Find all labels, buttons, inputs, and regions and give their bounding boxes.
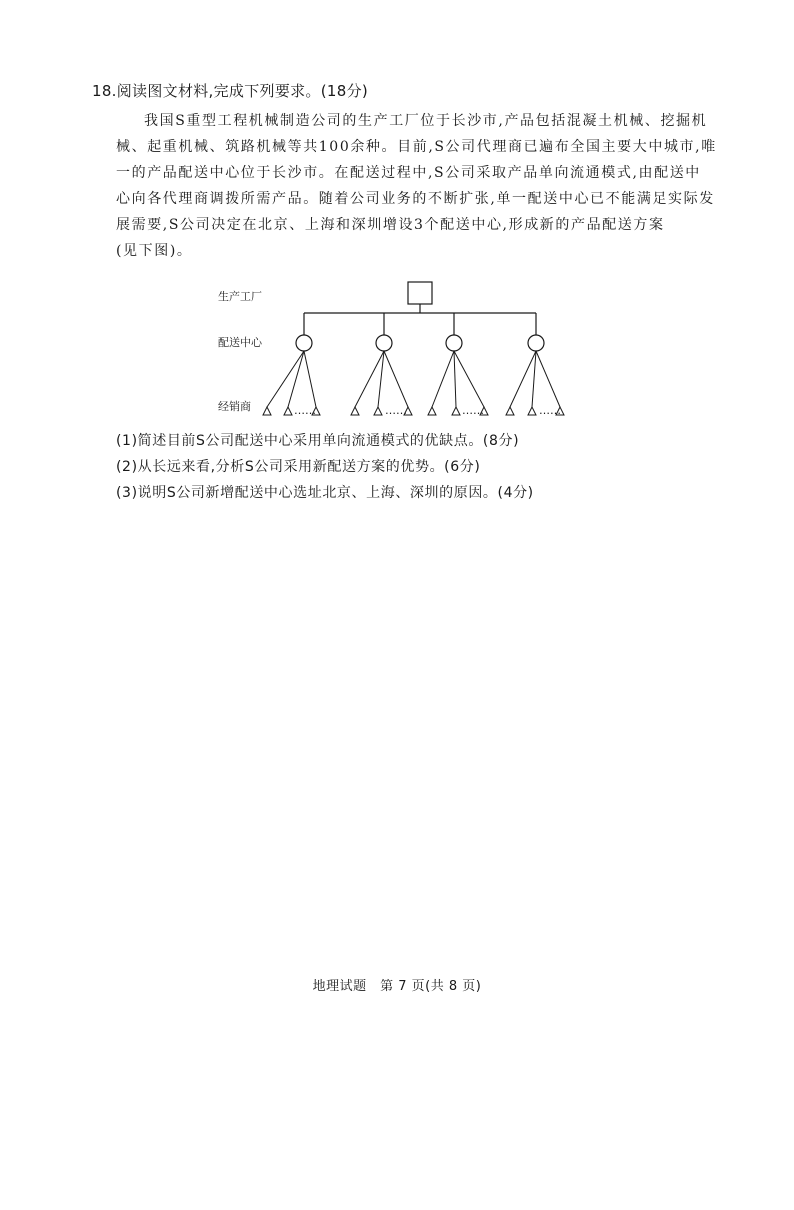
paragraph-line: (见下图)。 <box>116 243 193 259</box>
sub-question: (3)说明S公司新增配送中心选址北京、上海、深圳的原因。(4分) <box>116 485 534 501</box>
branch-line <box>454 351 456 407</box>
center-circle <box>296 335 312 351</box>
page-footer: 地理试题 第 7 页(共 8 页) <box>312 979 482 994</box>
paragraph-line: 一的产品配送中心位于长沙市。在配送过程中,S公司采取产品单向流通模式,由配送中 <box>116 165 701 181</box>
branch-line <box>304 351 316 407</box>
dealer-triangle <box>452 407 460 415</box>
branch-line <box>384 351 408 407</box>
center-group <box>428 313 488 417</box>
branch-line <box>288 351 304 407</box>
center-group <box>263 313 320 417</box>
paragraph-line: 械、起重机械、筑路机械等共100余种。目前,S公司代理商已遍布全国主要大中城市,唯 <box>116 139 717 155</box>
dealer-triangle <box>506 407 514 415</box>
branch-line <box>267 351 304 407</box>
branch-line <box>454 351 484 407</box>
dealer-triangle <box>263 407 271 415</box>
dealer-triangle <box>374 407 382 415</box>
branch-line <box>355 351 384 407</box>
dealer-ellipsis: …… <box>462 404 484 417</box>
center-circle <box>528 335 544 351</box>
dealer-triangle <box>428 407 436 415</box>
dealer-label: 经销商 <box>218 400 251 413</box>
center-label: 配送中心 <box>218 336 262 349</box>
dealer-ellipsis: …… <box>294 404 316 417</box>
paragraph-line: 我国S重型工程机械制造公司的生产工厂位于长沙市,产品包括混凝土机械、挖掘机 <box>144 113 708 129</box>
branch-line <box>378 351 384 407</box>
center-group <box>351 313 412 417</box>
factory-label: 生产工厂 <box>218 290 262 303</box>
dealer-triangle <box>284 407 292 415</box>
paragraph-line: 心向各代理商调拨所需产品。随着公司业务的不断扩张,单一配送中心已不能满足实际发 <box>116 191 715 207</box>
branch-line <box>432 351 454 407</box>
sub-question: (2)从长远来看,分析S公司采用新配送方案的优势。(6分) <box>116 459 481 475</box>
branch-line <box>536 351 560 407</box>
paragraph-line: 展需要,S公司决定在北京、上海和深圳增设3个配送中心,形成新的产品配送方案 <box>116 217 665 233</box>
dealer-ellipsis: …… <box>385 404 407 417</box>
factory-box <box>408 282 432 304</box>
dealer-triangle <box>528 407 536 415</box>
center-circle <box>446 335 462 351</box>
center-group <box>506 313 564 417</box>
sub-question: (1)简述目前S公司配送中心采用单向流通模式的优缺点。(8分) <box>116 433 520 449</box>
dealer-triangle <box>351 407 359 415</box>
question-title: 18.阅读图文材料,完成下列要求。(18分) <box>92 82 369 100</box>
material-paragraph <box>116 108 717 264</box>
dealer-ellipsis: …… <box>539 404 561 417</box>
distribution-diagram <box>210 276 590 424</box>
sub-question-list <box>116 428 534 506</box>
center-circle <box>376 335 392 351</box>
